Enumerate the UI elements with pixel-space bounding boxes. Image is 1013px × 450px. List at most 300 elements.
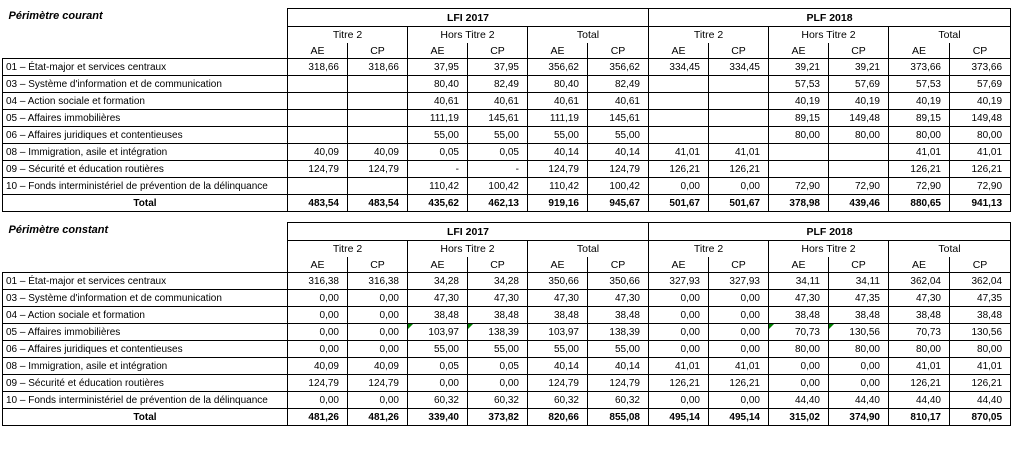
table-row: [3, 324, 1011, 341]
value-cell: 103,97: [528, 324, 588, 341]
total-value-cell: 373,82: [468, 409, 528, 426]
value-cell: 40,61: [528, 93, 588, 110]
subgroup-header: Total: [528, 241, 649, 258]
value-cell: 44,40: [829, 392, 889, 409]
value-cell: [348, 110, 408, 127]
value-cell: 80,00: [769, 341, 829, 358]
value-cell: 47,30: [468, 290, 528, 307]
value-cell: 316,38: [348, 273, 408, 290]
year-header: PLF 2018: [649, 223, 1011, 241]
value-cell: 47,30: [769, 290, 829, 307]
value-cell: 0,00: [649, 290, 709, 307]
value-cell: 100,42: [588, 178, 649, 195]
value-cell: 124,79: [588, 161, 649, 178]
value-cell: 47,30: [408, 290, 468, 307]
value-cell: 145,61: [588, 110, 649, 127]
value-cell: 40,09: [348, 144, 408, 161]
subgroup-header: Total: [889, 241, 1011, 258]
value-cell: 126,21: [950, 375, 1011, 392]
value-cell: 44,40: [950, 392, 1011, 409]
row-label: 01 – État-major et services centraux: [3, 273, 288, 290]
value-cell: -: [408, 161, 468, 178]
unit-header: AE: [408, 43, 468, 59]
value-cell: 40,19: [769, 93, 829, 110]
table-perimetre-courant: [2, 8, 1011, 212]
header-year-row: [3, 9, 1011, 27]
row-label: 03 – Système d'information et de communication: [3, 290, 288, 307]
value-cell-comment-flag-icon: 138,39: [468, 324, 528, 341]
total-value-cell: 919,16: [528, 195, 588, 212]
table-row: [3, 110, 1011, 127]
row-label: 01 – État-major et services centraux: [3, 59, 288, 76]
value-cell: 0,00: [468, 375, 528, 392]
total-value-cell: 439,46: [829, 195, 889, 212]
value-cell: 0,00: [288, 324, 348, 341]
value-cell: 40,19: [829, 93, 889, 110]
value-cell: 72,90: [889, 178, 950, 195]
total-value-cell: 481,26: [288, 409, 348, 426]
subgroup-header: Hors Titre 2: [408, 241, 528, 258]
total-value-cell: 501,67: [709, 195, 769, 212]
total-label: Total: [3, 195, 288, 212]
value-cell: 41,01: [950, 144, 1011, 161]
table-row: [3, 358, 1011, 375]
table-row: [3, 59, 1011, 76]
value-cell: 82,49: [468, 76, 528, 93]
total-row: [3, 409, 1011, 426]
value-cell: 80,00: [829, 341, 889, 358]
value-cell: 37,95: [468, 59, 528, 76]
value-cell: 0,00: [649, 392, 709, 409]
year-header: LFI 2017: [288, 223, 649, 241]
value-cell: 0,00: [649, 307, 709, 324]
value-cell: 47,30: [528, 290, 588, 307]
row-label: 04 – Action sociale et formation: [3, 307, 288, 324]
value-cell: 80,00: [950, 127, 1011, 144]
value-cell: 38,48: [829, 307, 889, 324]
subgroup-header: Titre 2: [288, 241, 408, 258]
value-cell: 55,00: [588, 127, 649, 144]
unit-header: CP: [709, 257, 769, 273]
row-label: 09 – Sécurité et éducation routières: [3, 375, 288, 392]
value-cell: 40,61: [468, 93, 528, 110]
value-cell: 149,48: [829, 110, 889, 127]
subgroup-header: Titre 2: [649, 27, 769, 44]
row-label: 08 – Immigration, asile et intégration: [3, 144, 288, 161]
value-cell: 41,01: [709, 358, 769, 375]
value-cell: [709, 76, 769, 93]
value-cell: 126,21: [889, 161, 950, 178]
unit-header: AE: [528, 257, 588, 273]
value-cell: 0,00: [709, 324, 769, 341]
value-cell: 41,01: [649, 358, 709, 375]
value-cell: 38,48: [408, 307, 468, 324]
value-cell: 126,21: [950, 161, 1011, 178]
table-row: [3, 93, 1011, 110]
value-cell: 41,01: [649, 144, 709, 161]
unit-header: CP: [348, 43, 408, 59]
header-year-row: [3, 223, 1011, 241]
total-value-cell: 483,54: [288, 195, 348, 212]
value-cell: 0,00: [709, 392, 769, 409]
value-cell: 356,62: [588, 59, 649, 76]
row-label: 04 – Action sociale et formation: [3, 93, 288, 110]
total-value-cell: 481,26: [348, 409, 408, 426]
value-cell-comment-flag-icon: 130,56: [829, 324, 889, 341]
total-value-cell: 870,05: [950, 409, 1011, 426]
value-cell: 124,79: [348, 161, 408, 178]
unit-header: AE: [889, 257, 950, 273]
value-cell: [769, 144, 829, 161]
value-cell: 0,00: [829, 375, 889, 392]
value-cell: [288, 93, 348, 110]
table-title: Périmètre constant: [8, 223, 109, 236]
value-cell: 40,61: [588, 93, 649, 110]
value-cell: [649, 76, 709, 93]
total-label: Total: [3, 409, 288, 426]
value-cell: 34,11: [769, 273, 829, 290]
value-cell: 89,15: [769, 110, 829, 127]
value-cell: 0,00: [709, 341, 769, 358]
value-cell: 38,48: [769, 307, 829, 324]
table-row: [3, 341, 1011, 358]
value-cell: 34,28: [408, 273, 468, 290]
value-cell: 55,00: [408, 127, 468, 144]
value-cell: 80,00: [950, 341, 1011, 358]
total-value-cell: 945,67: [588, 195, 649, 212]
table-row: [3, 144, 1011, 161]
value-cell: 0,00: [829, 358, 889, 375]
value-cell: 40,09: [288, 358, 348, 375]
total-value-cell: 374,90: [829, 409, 889, 426]
budget-grid: [2, 8, 1011, 212]
value-cell: 373,66: [950, 59, 1011, 76]
value-cell: -: [468, 161, 528, 178]
table-row: [3, 392, 1011, 409]
value-cell: 0,00: [288, 290, 348, 307]
value-cell: 126,21: [709, 375, 769, 392]
value-cell: 44,40: [769, 392, 829, 409]
value-cell: 124,79: [288, 161, 348, 178]
total-value-cell: 315,02: [769, 409, 829, 426]
year-header: LFI 2017: [288, 9, 649, 27]
value-cell: 334,45: [709, 59, 769, 76]
value-cell: 47,30: [889, 290, 950, 307]
subgroup-header: Hors Titre 2: [408, 27, 528, 44]
value-cell: 0,00: [709, 307, 769, 324]
value-cell: 0,00: [348, 290, 408, 307]
table-row: [3, 307, 1011, 324]
value-cell-comment-flag-icon: 103,97: [408, 324, 468, 341]
value-cell: 72,90: [950, 178, 1011, 195]
unit-header: CP: [950, 43, 1011, 59]
total-value-cell: 339,40: [408, 409, 468, 426]
value-cell: 80,00: [889, 341, 950, 358]
value-cell: 34,28: [468, 273, 528, 290]
value-cell: 47,30: [588, 290, 649, 307]
row-label: 03 – Système d'information et de communication: [3, 76, 288, 93]
value-cell: 47,35: [829, 290, 889, 307]
value-cell: 60,32: [468, 392, 528, 409]
value-cell: 110,42: [408, 178, 468, 195]
table-perimetre-constant: [2, 222, 1011, 426]
value-cell: [829, 144, 889, 161]
value-cell: [288, 127, 348, 144]
value-cell: 40,09: [348, 358, 408, 375]
value-cell: 0,05: [468, 144, 528, 161]
value-cell: 126,21: [709, 161, 769, 178]
value-cell: 80,00: [769, 127, 829, 144]
value-cell: 57,69: [829, 76, 889, 93]
value-cell: 80,40: [408, 76, 468, 93]
subgroup-header: Total: [528, 27, 649, 44]
value-cell: 334,45: [649, 59, 709, 76]
value-cell: 55,00: [468, 127, 528, 144]
unit-header: CP: [829, 257, 889, 273]
value-cell: 0,00: [649, 324, 709, 341]
value-cell: 111,19: [408, 110, 468, 127]
unit-header: AE: [889, 43, 950, 59]
value-cell: 72,90: [769, 178, 829, 195]
value-cell: [709, 110, 769, 127]
value-cell: 110,42: [528, 178, 588, 195]
unit-header: AE: [288, 43, 348, 59]
total-value-cell: 855,08: [588, 409, 649, 426]
row-label: 05 – Affaires immobilières: [3, 110, 288, 127]
value-cell: 145,61: [468, 110, 528, 127]
value-cell: 55,00: [408, 341, 468, 358]
value-cell: 126,21: [649, 375, 709, 392]
table-row: [3, 161, 1011, 178]
value-cell: 72,90: [829, 178, 889, 195]
value-cell: 0,05: [408, 358, 468, 375]
subgroup-header: Hors Titre 2: [769, 27, 889, 44]
table-row: [3, 290, 1011, 307]
value-cell: [769, 161, 829, 178]
value-cell: 130,56: [950, 324, 1011, 341]
value-cell: 34,11: [829, 273, 889, 290]
unit-header: AE: [528, 43, 588, 59]
value-cell: 0,00: [408, 375, 468, 392]
value-cell: 0,00: [649, 341, 709, 358]
total-value-cell: 820,66: [528, 409, 588, 426]
value-cell: 0,00: [348, 341, 408, 358]
row-label: 10 – Fonds interministériel de prévention de la délinquance: [3, 178, 288, 195]
value-cell: 41,01: [709, 144, 769, 161]
value-cell: 44,40: [889, 392, 950, 409]
total-value-cell: 462,13: [468, 195, 528, 212]
total-value-cell: 435,62: [408, 195, 468, 212]
value-cell: 0,00: [769, 375, 829, 392]
value-cell: [649, 127, 709, 144]
total-value-cell: 378,98: [769, 195, 829, 212]
value-cell: 41,01: [889, 358, 950, 375]
value-cell: 40,61: [408, 93, 468, 110]
value-cell: 124,79: [348, 375, 408, 392]
value-cell: 89,15: [889, 110, 950, 127]
value-cell: 40,19: [950, 93, 1011, 110]
value-cell: [348, 178, 408, 195]
unit-header: CP: [588, 43, 649, 59]
value-cell: 38,48: [889, 307, 950, 324]
value-cell: [348, 93, 408, 110]
value-cell: 41,01: [950, 358, 1011, 375]
value-cell: [288, 178, 348, 195]
value-cell: [709, 93, 769, 110]
value-cell: 350,66: [588, 273, 649, 290]
value-cell: [348, 127, 408, 144]
value-cell: 82,49: [588, 76, 649, 93]
value-cell: 55,00: [468, 341, 528, 358]
value-cell: 60,32: [528, 392, 588, 409]
value-cell: 0,00: [288, 392, 348, 409]
value-cell: 362,04: [950, 273, 1011, 290]
value-cell: 124,79: [528, 375, 588, 392]
value-cell: 40,14: [528, 144, 588, 161]
value-cell: 0,00: [709, 290, 769, 307]
row-label: 05 – Affaires immobilières: [3, 324, 288, 341]
unit-header: AE: [649, 257, 709, 273]
value-cell: 316,38: [288, 273, 348, 290]
value-cell: 100,42: [468, 178, 528, 195]
value-cell: 0,00: [348, 307, 408, 324]
value-cell: 55,00: [528, 341, 588, 358]
value-cell: 350,66: [528, 273, 588, 290]
table-row: [3, 76, 1011, 93]
value-cell: 57,69: [950, 76, 1011, 93]
total-value-cell: 941,13: [950, 195, 1011, 212]
value-cell: 60,32: [408, 392, 468, 409]
value-cell: 80,00: [889, 127, 950, 144]
value-cell: 149,48: [950, 110, 1011, 127]
table-title: Périmètre courant: [8, 9, 103, 22]
value-cell: 47,35: [950, 290, 1011, 307]
row-label: 09 – Sécurité et éducation routières: [3, 161, 288, 178]
table-row: [3, 273, 1011, 290]
value-cell: 38,48: [950, 307, 1011, 324]
value-cell: 57,53: [769, 76, 829, 93]
value-cell: [649, 93, 709, 110]
unit-header: CP: [468, 257, 528, 273]
value-cell: 0,00: [348, 324, 408, 341]
value-cell: 124,79: [528, 161, 588, 178]
total-value-cell: 880,65: [889, 195, 950, 212]
total-value-cell: 501,67: [649, 195, 709, 212]
row-label: 08 – Immigration, asile et intégration: [3, 358, 288, 375]
total-value-cell: 495,14: [709, 409, 769, 426]
value-cell: 55,00: [588, 341, 649, 358]
value-cell: 0,00: [769, 358, 829, 375]
row-label: 06 – Affaires juridiques et contentieuses: [3, 127, 288, 144]
value-cell: 40,14: [588, 144, 649, 161]
value-cell: 37,95: [408, 59, 468, 76]
unit-header: CP: [588, 257, 649, 273]
value-cell: 60,32: [588, 392, 649, 409]
value-cell: [288, 76, 348, 93]
total-value-cell: 483,54: [348, 195, 408, 212]
value-cell: 40,14: [528, 358, 588, 375]
value-cell: 124,79: [588, 375, 649, 392]
unit-header: AE: [288, 257, 348, 273]
value-cell: 362,04: [889, 273, 950, 290]
value-cell: 126,21: [649, 161, 709, 178]
total-value-cell: 810,17: [889, 409, 950, 426]
value-cell: 0,05: [468, 358, 528, 375]
unit-header: CP: [829, 43, 889, 59]
value-cell: 138,39: [588, 324, 649, 341]
value-cell: 70,73: [889, 324, 950, 341]
value-cell: 40,19: [889, 93, 950, 110]
value-cell: 356,62: [528, 59, 588, 76]
value-cell: 373,66: [889, 59, 950, 76]
unit-header: AE: [769, 43, 829, 59]
value-cell: [288, 110, 348, 127]
value-cell: 0,05: [408, 144, 468, 161]
value-cell: 38,48: [588, 307, 649, 324]
unit-header: AE: [649, 43, 709, 59]
value-cell: [649, 110, 709, 127]
value-cell: 40,09: [288, 144, 348, 161]
unit-header: CP: [950, 257, 1011, 273]
value-cell: 80,40: [528, 76, 588, 93]
table-row: [3, 127, 1011, 144]
value-cell: 126,21: [889, 375, 950, 392]
value-cell-comment-flag-icon: 70,73: [769, 324, 829, 341]
subgroup-header: Titre 2: [649, 241, 769, 258]
value-cell: 0,00: [288, 307, 348, 324]
value-cell: [348, 76, 408, 93]
value-cell: 41,01: [889, 144, 950, 161]
unit-header: CP: [468, 43, 528, 59]
subgroup-header: Titre 2: [288, 27, 408, 44]
value-cell: 111,19: [528, 110, 588, 127]
unit-header: AE: [769, 257, 829, 273]
value-cell: 39,21: [829, 59, 889, 76]
value-cell: 38,48: [468, 307, 528, 324]
value-cell: 0,00: [649, 178, 709, 195]
subgroup-header: Total: [889, 27, 1011, 44]
value-cell: 80,00: [829, 127, 889, 144]
table-row: [3, 375, 1011, 392]
value-cell: [829, 161, 889, 178]
value-cell: 124,79: [288, 375, 348, 392]
value-cell: 40,14: [588, 358, 649, 375]
value-cell: 0,00: [709, 178, 769, 195]
unit-header: AE: [408, 257, 468, 273]
value-cell: 57,53: [889, 76, 950, 93]
row-label: 10 – Fonds interministériel de prévention de la délinquance: [3, 392, 288, 409]
subgroup-header: Hors Titre 2: [769, 241, 889, 258]
total-row: [3, 195, 1011, 212]
value-cell: [709, 127, 769, 144]
year-header: PLF 2018: [649, 9, 1011, 27]
value-cell: 39,21: [769, 59, 829, 76]
table-row: [3, 178, 1011, 195]
total-value-cell: 495,14: [649, 409, 709, 426]
value-cell: 318,66: [348, 59, 408, 76]
value-cell: 318,66: [288, 59, 348, 76]
row-label: 06 – Affaires juridiques et contentieuses: [3, 341, 288, 358]
value-cell: 0,00: [348, 392, 408, 409]
value-cell: 38,48: [528, 307, 588, 324]
value-cell: 327,93: [709, 273, 769, 290]
value-cell: 0,00: [288, 341, 348, 358]
unit-header: CP: [709, 43, 769, 59]
value-cell: 327,93: [649, 273, 709, 290]
unit-header: CP: [348, 257, 408, 273]
value-cell: 55,00: [528, 127, 588, 144]
budget-grid: [2, 222, 1011, 426]
